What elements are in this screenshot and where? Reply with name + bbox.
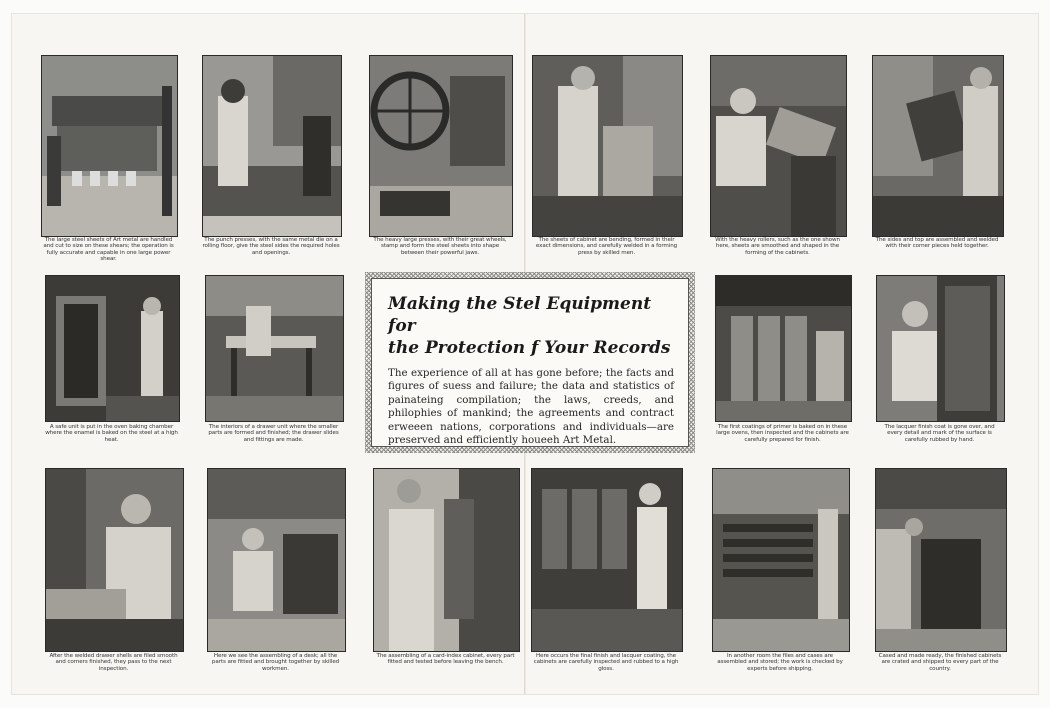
caption: After the welded drawer shells are filed smooth and corners finished, they pass to the next inspection. — [49, 653, 178, 672]
caption: The first coatings of primer is baked on in these large ovens, then inspected and the cabinets are carefully prepared for finish. — [716, 424, 849, 443]
photo-card-index-cabinet — [373, 468, 520, 652]
feature-title — [388, 293, 674, 359]
feature-title-line1: Making the Stel Equipment for — [388, 294, 652, 336]
caption: The sides and top are assembled and welded with their corner pieces held together. — [875, 237, 999, 250]
feature-title-line2: the Protection f Your Records — [388, 338, 671, 358]
photo-flywheel-press — [369, 55, 513, 237]
photo-shear-machine — [41, 55, 178, 237]
caption: Cased and made ready, the finished cabinets are crated and shipped to every part of the country. — [878, 653, 1002, 672]
photo-desk-assembly — [207, 468, 346, 652]
caption: Here we see the assembling of a desk; all the parts are fitted and brought together by skilled workmen. — [211, 653, 340, 672]
feature-panel — [365, 272, 695, 453]
photo-lacquer-finish — [876, 275, 1005, 422]
caption: The lacquer finish coat is gone over, and every detail and mark of the surface is carefully rubbed by hand. — [884, 424, 995, 443]
caption: The assembling of a card-index cabinet, every part fitted and tested before leaving the bench. — [376, 653, 515, 666]
photo-welding-worker — [532, 55, 683, 237]
feature-panel-inner — [371, 278, 689, 447]
photo-roller-worker — [710, 55, 847, 237]
caption: The interiors of a drawer unit where the smaller parts are formed and finished; the drawer slides and fittings are made. — [208, 424, 339, 443]
photo-final-finish — [531, 468, 683, 652]
caption: The sheets of cabinet are bending, formed in their exact dimensions, and carefully welded in a forming press by skilled men. — [535, 237, 678, 256]
caption: In another room the files and cases are assembled and stored; the work is checked by experts before shipping. — [717, 653, 843, 672]
photo-files-storage — [712, 468, 850, 652]
caption: The punch presses, with the same metal die on a rolling floor, give the steel sides the required holes and openings. — [202, 237, 340, 256]
caption: The large steel sheets of Art metal are handled and cut to size on these shears; the operation is fully accurate and capable in one large power shear. — [43, 237, 174, 263]
caption: Here occurs the final finish and lacquer coating, the cabinets are carefully inspected and rubbed to a high gloss. — [533, 653, 679, 672]
photo-baking-chamber — [45, 275, 180, 422]
photo-primer-ovens — [715, 275, 852, 422]
feature-body: The experience of all at has gone before; the facts and figures of suess and failure; the data and statistics of painateing compilation; the laws, creeds, and philophies of mankind; the agreements and contract erweeen nations, corporations and individuals—are preserved and efficiently houeeh Art Metal. — [388, 367, 674, 447]
caption: A safe unit is put in the oven baking chamber where the enamel is baked on the steel at a high heat. — [45, 424, 178, 443]
photo-drawer-shells — [45, 468, 184, 652]
photo-punch-press — [202, 55, 342, 237]
caption: With the heavy rollers, such as the one shown here, sheets are smoothed and shaped in the forming of the cabinets. — [715, 237, 840, 256]
photo-crating-shipping — [875, 468, 1007, 652]
photo-assembly-worker — [872, 55, 1004, 237]
caption: The heavy large presses, with their great wheels, stamp and form the steel sheets into shape between their powerful jaws. — [373, 237, 507, 256]
photo-drawer-shop — [205, 275, 344, 422]
